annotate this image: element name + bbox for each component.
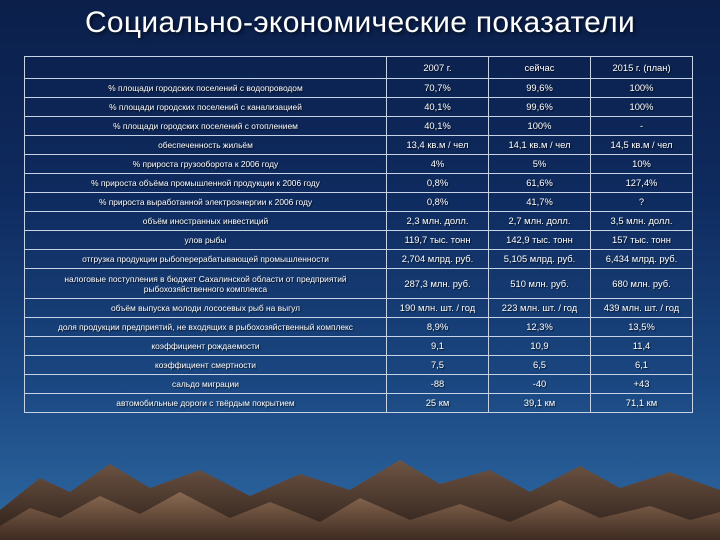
cell-now: 14,1 кв.м / чел	[489, 136, 591, 155]
row-label: объём выпуска молоди лососевых рыб на выгул	[25, 299, 387, 318]
row-label: сальдо миграции	[25, 375, 387, 394]
cell-2007: 40,1%	[387, 98, 489, 117]
cell-2015: 10%	[591, 155, 693, 174]
header-cell: 2015 г. (план)	[591, 57, 693, 79]
table-row	[25, 356, 693, 375]
cell-now: 61,6%	[489, 174, 591, 193]
row-label: коэффициент рождаемости	[25, 337, 387, 356]
row-label: автомобильные дороги с твёрдым покрытием	[25, 394, 387, 413]
cell-now: -40	[489, 375, 591, 394]
cell-2015: 6,1	[591, 356, 693, 375]
cell-now: 39,1 км	[489, 394, 591, 413]
cell-2007: 287,3 млн. руб.	[387, 269, 489, 299]
cell-2015: +43	[591, 375, 693, 394]
cell-2015: 14,5 кв.м / чел	[591, 136, 693, 155]
cell-2007: 25 км	[387, 394, 489, 413]
row-label: % прироста грузооборота к 2006 году	[25, 155, 387, 174]
table-row	[25, 136, 693, 155]
cell-2007: 7,5	[387, 356, 489, 375]
row-label: % площади городских поселений с водопроводом	[25, 79, 387, 98]
row-label: налоговые поступления в бюджет Сахалинской области от предприятий рыбохозяйственного комплекса	[25, 269, 387, 299]
table-header-row	[25, 57, 693, 79]
cell-2015: 100%	[591, 79, 693, 98]
cell-2015: 439 млн. шт. / год	[591, 299, 693, 318]
cell-2015: 3,5 млн. долл.	[591, 212, 693, 231]
table-row	[25, 337, 693, 356]
cell-2007: 2,704 млрд. руб.	[387, 250, 489, 269]
cell-now: 99,6%	[489, 79, 591, 98]
cell-2015: -	[591, 117, 693, 136]
table-row	[25, 231, 693, 250]
table-row	[25, 79, 693, 98]
cell-2015: 11,4	[591, 337, 693, 356]
cell-2007: 4%	[387, 155, 489, 174]
cell-2007: 9,1	[387, 337, 489, 356]
cell-now: 510 млн. руб.	[489, 269, 591, 299]
table-row	[25, 318, 693, 337]
table-row	[25, 250, 693, 269]
table-row	[25, 174, 693, 193]
cell-now: 100%	[489, 117, 591, 136]
cell-2015: 71,1 км	[591, 394, 693, 413]
row-label: объём иностранных инвестиций	[25, 212, 387, 231]
row-label: % прироста выработанной электроэнергии к 2006 году	[25, 193, 387, 212]
cell-now: 99,6%	[489, 98, 591, 117]
page-title: Социально-экономические показатели	[84, 6, 636, 39]
cell-2007: -88	[387, 375, 489, 394]
cell-now: 6,5	[489, 356, 591, 375]
header-cell: сейчас	[489, 57, 591, 79]
header-cell	[25, 57, 387, 79]
table-row	[25, 117, 693, 136]
row-label: % прироста объёма промышленной продукции к 2006 году	[25, 174, 387, 193]
cell-2007: 119,7 тыс. тонн	[387, 231, 489, 250]
cell-2007: 40,1%	[387, 117, 489, 136]
table-row	[25, 269, 693, 299]
indicators-table	[24, 56, 693, 413]
row-label: % площади городских поселений с канализацией	[25, 98, 387, 117]
table-row	[25, 212, 693, 231]
row-label: отгрузка продукции рыбоперерабатывающей промышленности	[25, 250, 387, 269]
table-row	[25, 193, 693, 212]
row-label: улов рыбы	[25, 231, 387, 250]
cell-2007: 190 млн. шт. / год	[387, 299, 489, 318]
row-label: доля продукции предприятий, не входящих в рыбохозяйственный комплекс	[25, 318, 387, 337]
cell-2007: 0,8%	[387, 174, 489, 193]
cell-2015: 157 тыс. тонн	[591, 231, 693, 250]
table-row	[25, 155, 693, 174]
cell-2015: 100%	[591, 98, 693, 117]
mountains-illustration	[0, 430, 720, 540]
cell-now: 5,105 млрд. руб.	[489, 250, 591, 269]
table-row	[25, 394, 693, 413]
table-row	[25, 98, 693, 117]
row-label: обеспеченность жильём	[25, 136, 387, 155]
table-row	[25, 299, 693, 318]
cell-2007: 0,8%	[387, 193, 489, 212]
cell-now: 2,7 млн. долл.	[489, 212, 591, 231]
cell-2007: 2,3 млн. долл.	[387, 212, 489, 231]
row-label: коэффициент смертности	[25, 356, 387, 375]
cell-2007: 13,4 кв.м / чел	[387, 136, 489, 155]
cell-now: 142,9 тыс. тонн	[489, 231, 591, 250]
row-label: % площади городских поселений с отоплением	[25, 117, 387, 136]
cell-2015: 13,5%	[591, 318, 693, 337]
cell-2015: 680 млн. руб.	[591, 269, 693, 299]
cell-2007: 8,9%	[387, 318, 489, 337]
table-row	[25, 375, 693, 394]
cell-now: 41,7%	[489, 193, 591, 212]
cell-2015: 127,4%	[591, 174, 693, 193]
cell-now: 5%	[489, 155, 591, 174]
cell-2007: 70,7%	[387, 79, 489, 98]
cell-2015: ?	[591, 193, 693, 212]
cell-now: 10,9	[489, 337, 591, 356]
header-cell: 2007 г.	[387, 57, 489, 79]
cell-2015: 6,434 млрд. руб.	[591, 250, 693, 269]
cell-now: 223 млн. шт. / год	[489, 299, 591, 318]
cell-now: 12,3%	[489, 318, 591, 337]
